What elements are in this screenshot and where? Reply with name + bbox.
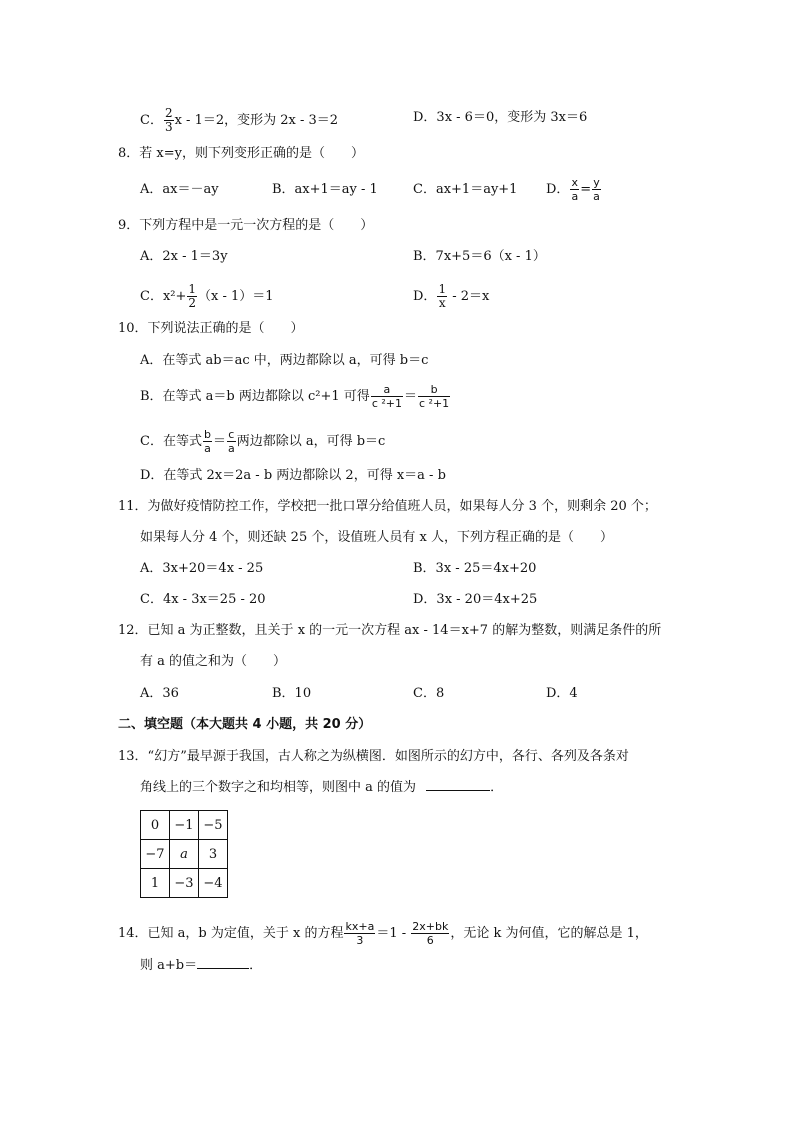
q9d-fraction: [437, 283, 447, 310]
q9-stem: 9．下列方程中是一元一次方程的是（ ）: [118, 218, 374, 233]
magic-square-cell: −3: [170, 869, 199, 898]
q10-stem: 10．下列说法正确的是（ ）: [118, 321, 304, 336]
q7-option-d: D．3x - 6＝0，变形为 3x＝6: [413, 110, 588, 125]
q14-line2-end: ．: [249, 958, 263, 973]
magic-square-row: [141, 840, 228, 869]
q14-answer-blank[interactable]: [197, 968, 249, 969]
q9d-post: - 2＝x: [448, 289, 490, 304]
q14-fraction-1: [344, 920, 375, 947]
q10b-num2: b: [418, 383, 450, 397]
q10c-den2: a: [227, 442, 235, 455]
q14-den2: 6: [426, 934, 434, 947]
q8d-den2: a: [593, 190, 600, 203]
q8d-num2: y: [593, 176, 600, 189]
q10b-pre: B．在等式 a＝b 两边都除以 c²+1 可得: [140, 389, 370, 404]
q11-option-b: B．3x - 25＝4x+20: [413, 561, 537, 576]
magic-square-cell-a: a: [170, 840, 199, 869]
q8d-den1: a: [571, 190, 579, 203]
q14-pre: 14．已知 a，b 为定值，关于 x 的方程: [118, 926, 344, 941]
q9c-num: 1: [188, 282, 197, 296]
q8d-fraction-1: [570, 176, 579, 203]
q9c-post: （x - 1）＝1: [198, 289, 274, 304]
q7c-text: x - 1＝2，变形为 2x - 3＝2: [174, 113, 339, 128]
q9-option-c: [140, 283, 274, 310]
q7c-frac-num: 2: [164, 106, 173, 120]
q10c-eq: ＝: [212, 434, 226, 449]
q13-stem-line2: [140, 779, 503, 797]
q8d-num1: x: [571, 176, 579, 189]
q9-option-d: [413, 283, 489, 310]
q8-option-b: B．ax+1＝ay - 1: [272, 182, 378, 197]
q14-den1: 3: [356, 934, 364, 947]
q12-option-b: B．10: [272, 686, 312, 701]
q9c-fraction: [187, 283, 197, 310]
q10b-eq: ＝: [403, 389, 417, 404]
q10b-fraction-1: [371, 383, 403, 410]
q10-option-a: A．在等式 ab＝ac 中，两边都除以 a，可得 b＝c: [140, 353, 429, 368]
magic-square-cell: −1: [170, 811, 199, 840]
magic-square-cell: 3: [199, 840, 228, 869]
q10b-den1: c ²+1: [371, 397, 402, 410]
section-fill-in-title: 二、填空题（本大题共 4 小题，共 20 分）: [118, 717, 372, 732]
q14-line2-text: 则 a+b＝: [140, 958, 198, 973]
magic-square-row: [141, 869, 228, 898]
q11-stem-line2: 如果每人分 4 个，则还缺 25 个，设值班人员有 x 人，下列方程正确的是（ ）: [140, 530, 613, 545]
q13-line2-text: 角线上的三个数字之和均相等，则图中 a 的值为: [140, 780, 417, 795]
q9d-label: D．: [413, 289, 437, 304]
q12-option-d: D．4: [546, 686, 578, 701]
q11-option-d: D．3x - 20＝4x+25: [413, 592, 538, 607]
q12-stem-line1: 12．已知 a 为正整数，且关于 x 的一元一次方程 ax - 14＝x+7 的解为整数，则满足条件的所: [118, 623, 662, 638]
q10c-num2: c: [228, 428, 235, 441]
magic-square-cell: −7: [141, 840, 170, 869]
q8d-fraction-2: [592, 176, 601, 203]
q8d-label: D．: [546, 182, 570, 197]
q14-fraction-2: [411, 920, 449, 947]
q10b-den2: c ²+1: [419, 397, 450, 410]
q10b-num1: a: [371, 383, 403, 397]
q10-option-d: D．在等式 2x＝2a - b 两边都除以 2，可得 x＝a - b: [140, 468, 446, 483]
q9-option-b: B．7x+5＝6（x - 1）: [413, 249, 546, 264]
q13-stem-line1: 13．“幻方”最早源于我国，古人称之为纵横图．如图所示的幻方中，各行、各列及各条对: [118, 749, 629, 764]
magic-square-cell: 1: [141, 869, 170, 898]
q10-option-b: [140, 383, 451, 410]
q14-mid: ＝1 -: [376, 926, 411, 941]
q7-option-c: [140, 107, 338, 134]
q7c-fraction: [164, 107, 174, 134]
q12-option-c: C．8: [413, 686, 445, 701]
q10-option-c: [140, 428, 385, 455]
magic-square-grid: [140, 810, 228, 898]
q14-num2: 2x+bk: [412, 920, 449, 933]
q9d-den: x: [438, 296, 446, 310]
q9-option-a: A．2x - 1＝3y: [140, 249, 228, 264]
magic-square-row: [141, 811, 228, 840]
q11-option-a: A．3x+20＝4x - 25: [140, 561, 264, 576]
q12-option-a: A．36: [140, 686, 179, 701]
q7c-frac-den: 3: [164, 120, 173, 134]
q13-answer-blank[interactable]: [426, 790, 490, 791]
q14-stem-line2: [140, 957, 262, 975]
q8-option-a: A．ax＝－ay: [140, 182, 219, 197]
magic-square-cell: −4: [199, 869, 228, 898]
q10c-pre: C．在等式: [140, 434, 202, 449]
q13-line2-end: ．: [490, 780, 504, 795]
q10c-den1: a: [204, 442, 211, 455]
q8d-eq: =: [580, 182, 592, 197]
q10c-num1: b: [203, 428, 211, 441]
q10c-fraction-1: [203, 428, 212, 455]
q7c-label: C．: [140, 113, 163, 128]
q11-stem-line1: 11．为做好疫情防控工作，学校把一批口罩分给值班人员，如果每人分 3 个，则剩余 20 个；: [118, 499, 657, 514]
q8-option-c: C．ax+1＝ay+1: [413, 182, 518, 197]
q10c-post: 两边都除以 a，可得 b＝c: [236, 434, 386, 449]
q11-option-c: C．4x - 3x＝25 - 20: [140, 592, 266, 607]
magic-square-cell: 0: [141, 811, 170, 840]
q8-option-d: [546, 176, 602, 203]
q8-stem: 8．若 x=y，则下列变形正确的是（ ）: [118, 146, 364, 161]
q14-num1: kx+a: [345, 920, 375, 933]
q10c-fraction-2: [227, 428, 236, 455]
magic-square-cell: −5: [199, 811, 228, 840]
q9d-num: 1: [438, 282, 447, 296]
q14-stem-line1: [118, 920, 648, 947]
q9c-den: 2: [188, 296, 197, 310]
q12-stem-line2: 有 a 的值之和为（ ）: [140, 654, 287, 669]
q10b-fraction-2: [418, 383, 450, 410]
q9c-pre: C．x²+: [140, 289, 187, 304]
q14-post: ，无论 k 为何值，它的解总是 1，: [450, 926, 648, 941]
